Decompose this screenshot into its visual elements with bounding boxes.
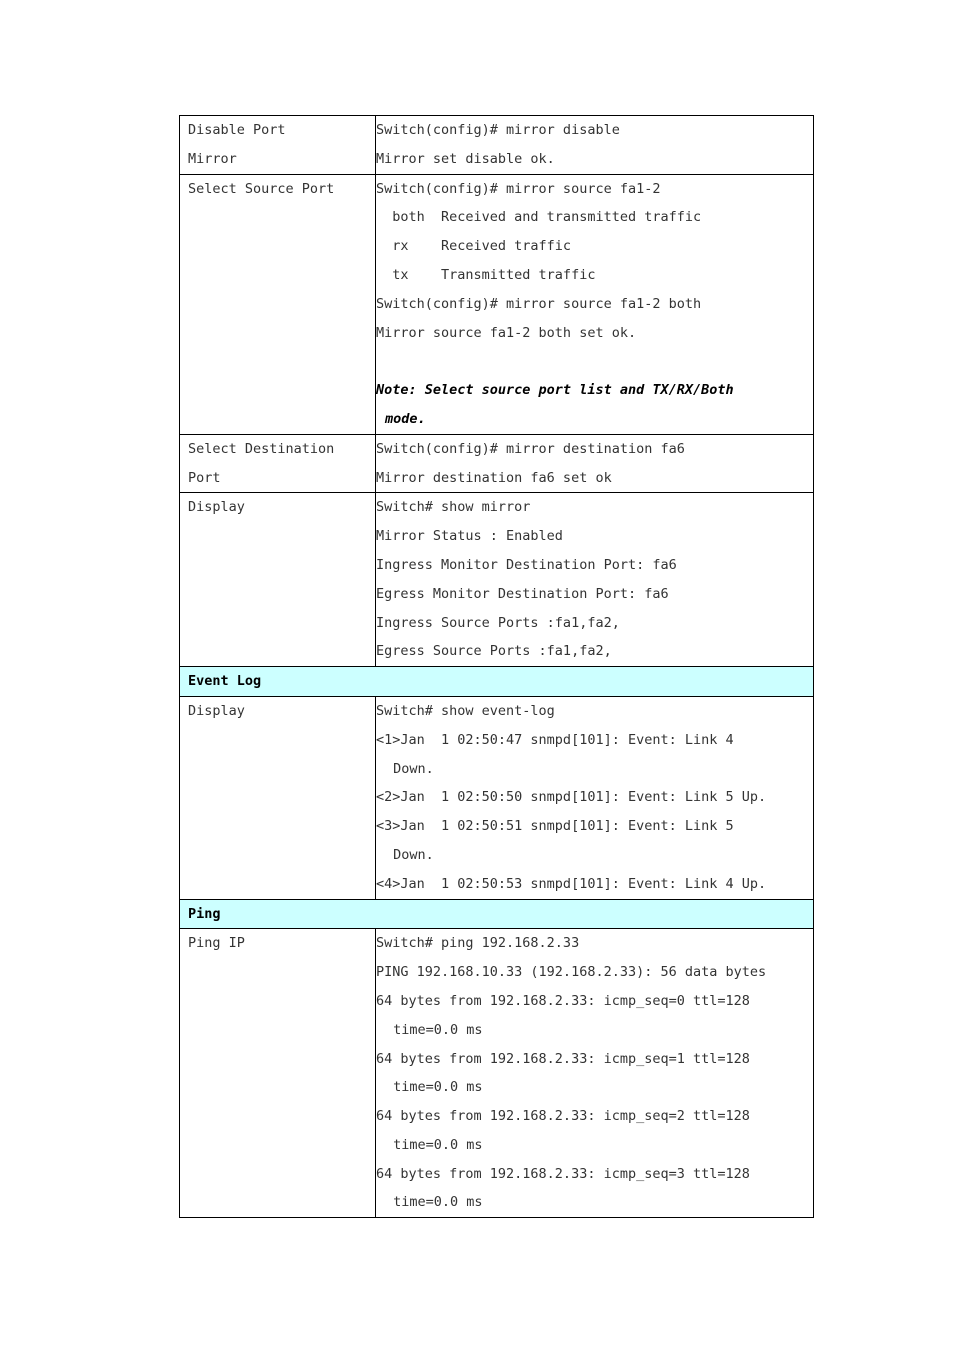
output-line: tx Transmitted traffic (376, 266, 596, 283)
output-line: Mirror destination fa6 set ok (376, 469, 612, 486)
table-row (180, 116, 814, 175)
output-line: time=0.0 ms (385, 1079, 483, 1096)
output-line: 64 bytes from 192.168.2.33: icmp_seq=1 ttl=128 (376, 1050, 750, 1067)
table-row (180, 493, 814, 667)
command-line: Switch# show mirror (376, 499, 531, 516)
row-label: Display (188, 499, 245, 516)
table-row (180, 434, 814, 493)
output-line: Mirror source fa1-2 both set ok. (376, 324, 637, 341)
command-line: Switch(config)# mirror disable (376, 122, 620, 138)
row-label: Select Source Port (188, 180, 335, 197)
row-content-cell (376, 116, 814, 175)
row-label: Ping IP (188, 935, 245, 952)
output-line: 64 bytes from 192.168.2.33: icmp_seq=2 ttl=128 (376, 1108, 750, 1125)
output-line: <4>Jan 1 02:50:53 snmpd[101]: Event: Link 4 Up. (376, 875, 767, 892)
output-line: time=0.0 ms (385, 1021, 483, 1038)
row-label-cell (180, 493, 376, 667)
row-label-cell (180, 434, 376, 493)
row-content-cell (376, 696, 814, 899)
output-line: Down. (385, 760, 434, 777)
section-header-row (180, 899, 814, 929)
row-label-cell (180, 116, 376, 175)
section-header-ping (180, 899, 814, 929)
output-line: Down. (385, 846, 434, 863)
row-content-cell (376, 929, 814, 1218)
note-line: Note: Select source port list and TX/RX/Both (376, 382, 734, 399)
output-line: Ingress Source Ports :fa1,fa2, (376, 614, 620, 631)
note-line: mode. (385, 410, 426, 427)
output-line: both Received and transmitted traffic (376, 209, 702, 226)
output-line: PING 192.168.10.33 (192.168.2.33): 56 data bytes (376, 964, 767, 981)
command-line: Switch(config)# mirror source fa1-2 (376, 180, 661, 197)
output-line: Egress Monitor Destination Port: fa6 (376, 585, 669, 602)
table-row (180, 174, 814, 434)
blank-line (376, 347, 813, 376)
section-title: Ping (188, 905, 221, 922)
command-reference-table (179, 115, 814, 1218)
table-row (180, 929, 814, 1218)
output-line: rx Received traffic (376, 238, 572, 255)
table-row (180, 696, 814, 899)
output-line: time=0.0 ms (385, 1194, 483, 1211)
row-label-cell (180, 174, 376, 434)
command-line: Switch# show event-log (376, 702, 555, 719)
output-line: Mirror set disable ok. (376, 150, 555, 167)
command-line: Switch(config)# mirror source fa1-2 both (376, 295, 702, 312)
row-label: Disable Port Mirror (188, 122, 286, 167)
command-line: Switch# ping 192.168.2.33 (376, 935, 580, 952)
row-label: Select Destination Port (188, 440, 335, 486)
row-content-cell (376, 493, 814, 667)
output-line: <1>Jan 1 02:50:47 snmpd[101]: Event: Link 4 (376, 731, 734, 748)
row-content-cell (376, 434, 814, 493)
output-line: Mirror Status : Enabled (376, 528, 563, 545)
section-header-row (180, 667, 814, 697)
output-line: Egress Source Ports :fa1,fa2, (376, 643, 612, 660)
output-line: <3>Jan 1 02:50:51 snmpd[101]: Event: Link 5 (376, 818, 734, 835)
row-label-cell (180, 696, 376, 899)
output-line: <2>Jan 1 02:50:50 snmpd[101]: Event: Link 5 Up. (376, 789, 767, 806)
output-line: 64 bytes from 192.168.2.33: icmp_seq=0 ttl=128 (376, 992, 750, 1009)
section-header-event-log (180, 667, 814, 697)
row-label-cell (180, 929, 376, 1218)
row-content-cell (376, 174, 814, 434)
command-line: Switch(config)# mirror destination fa6 (376, 440, 685, 457)
section-title: Event Log (188, 673, 262, 690)
output-line: time=0.0 ms (385, 1136, 483, 1153)
output-line: Ingress Monitor Destination Port: fa6 (376, 556, 677, 573)
row-label: Display (188, 702, 245, 719)
output-line: 64 bytes from 192.168.2.33: icmp_seq=3 ttl=128 (376, 1165, 750, 1182)
